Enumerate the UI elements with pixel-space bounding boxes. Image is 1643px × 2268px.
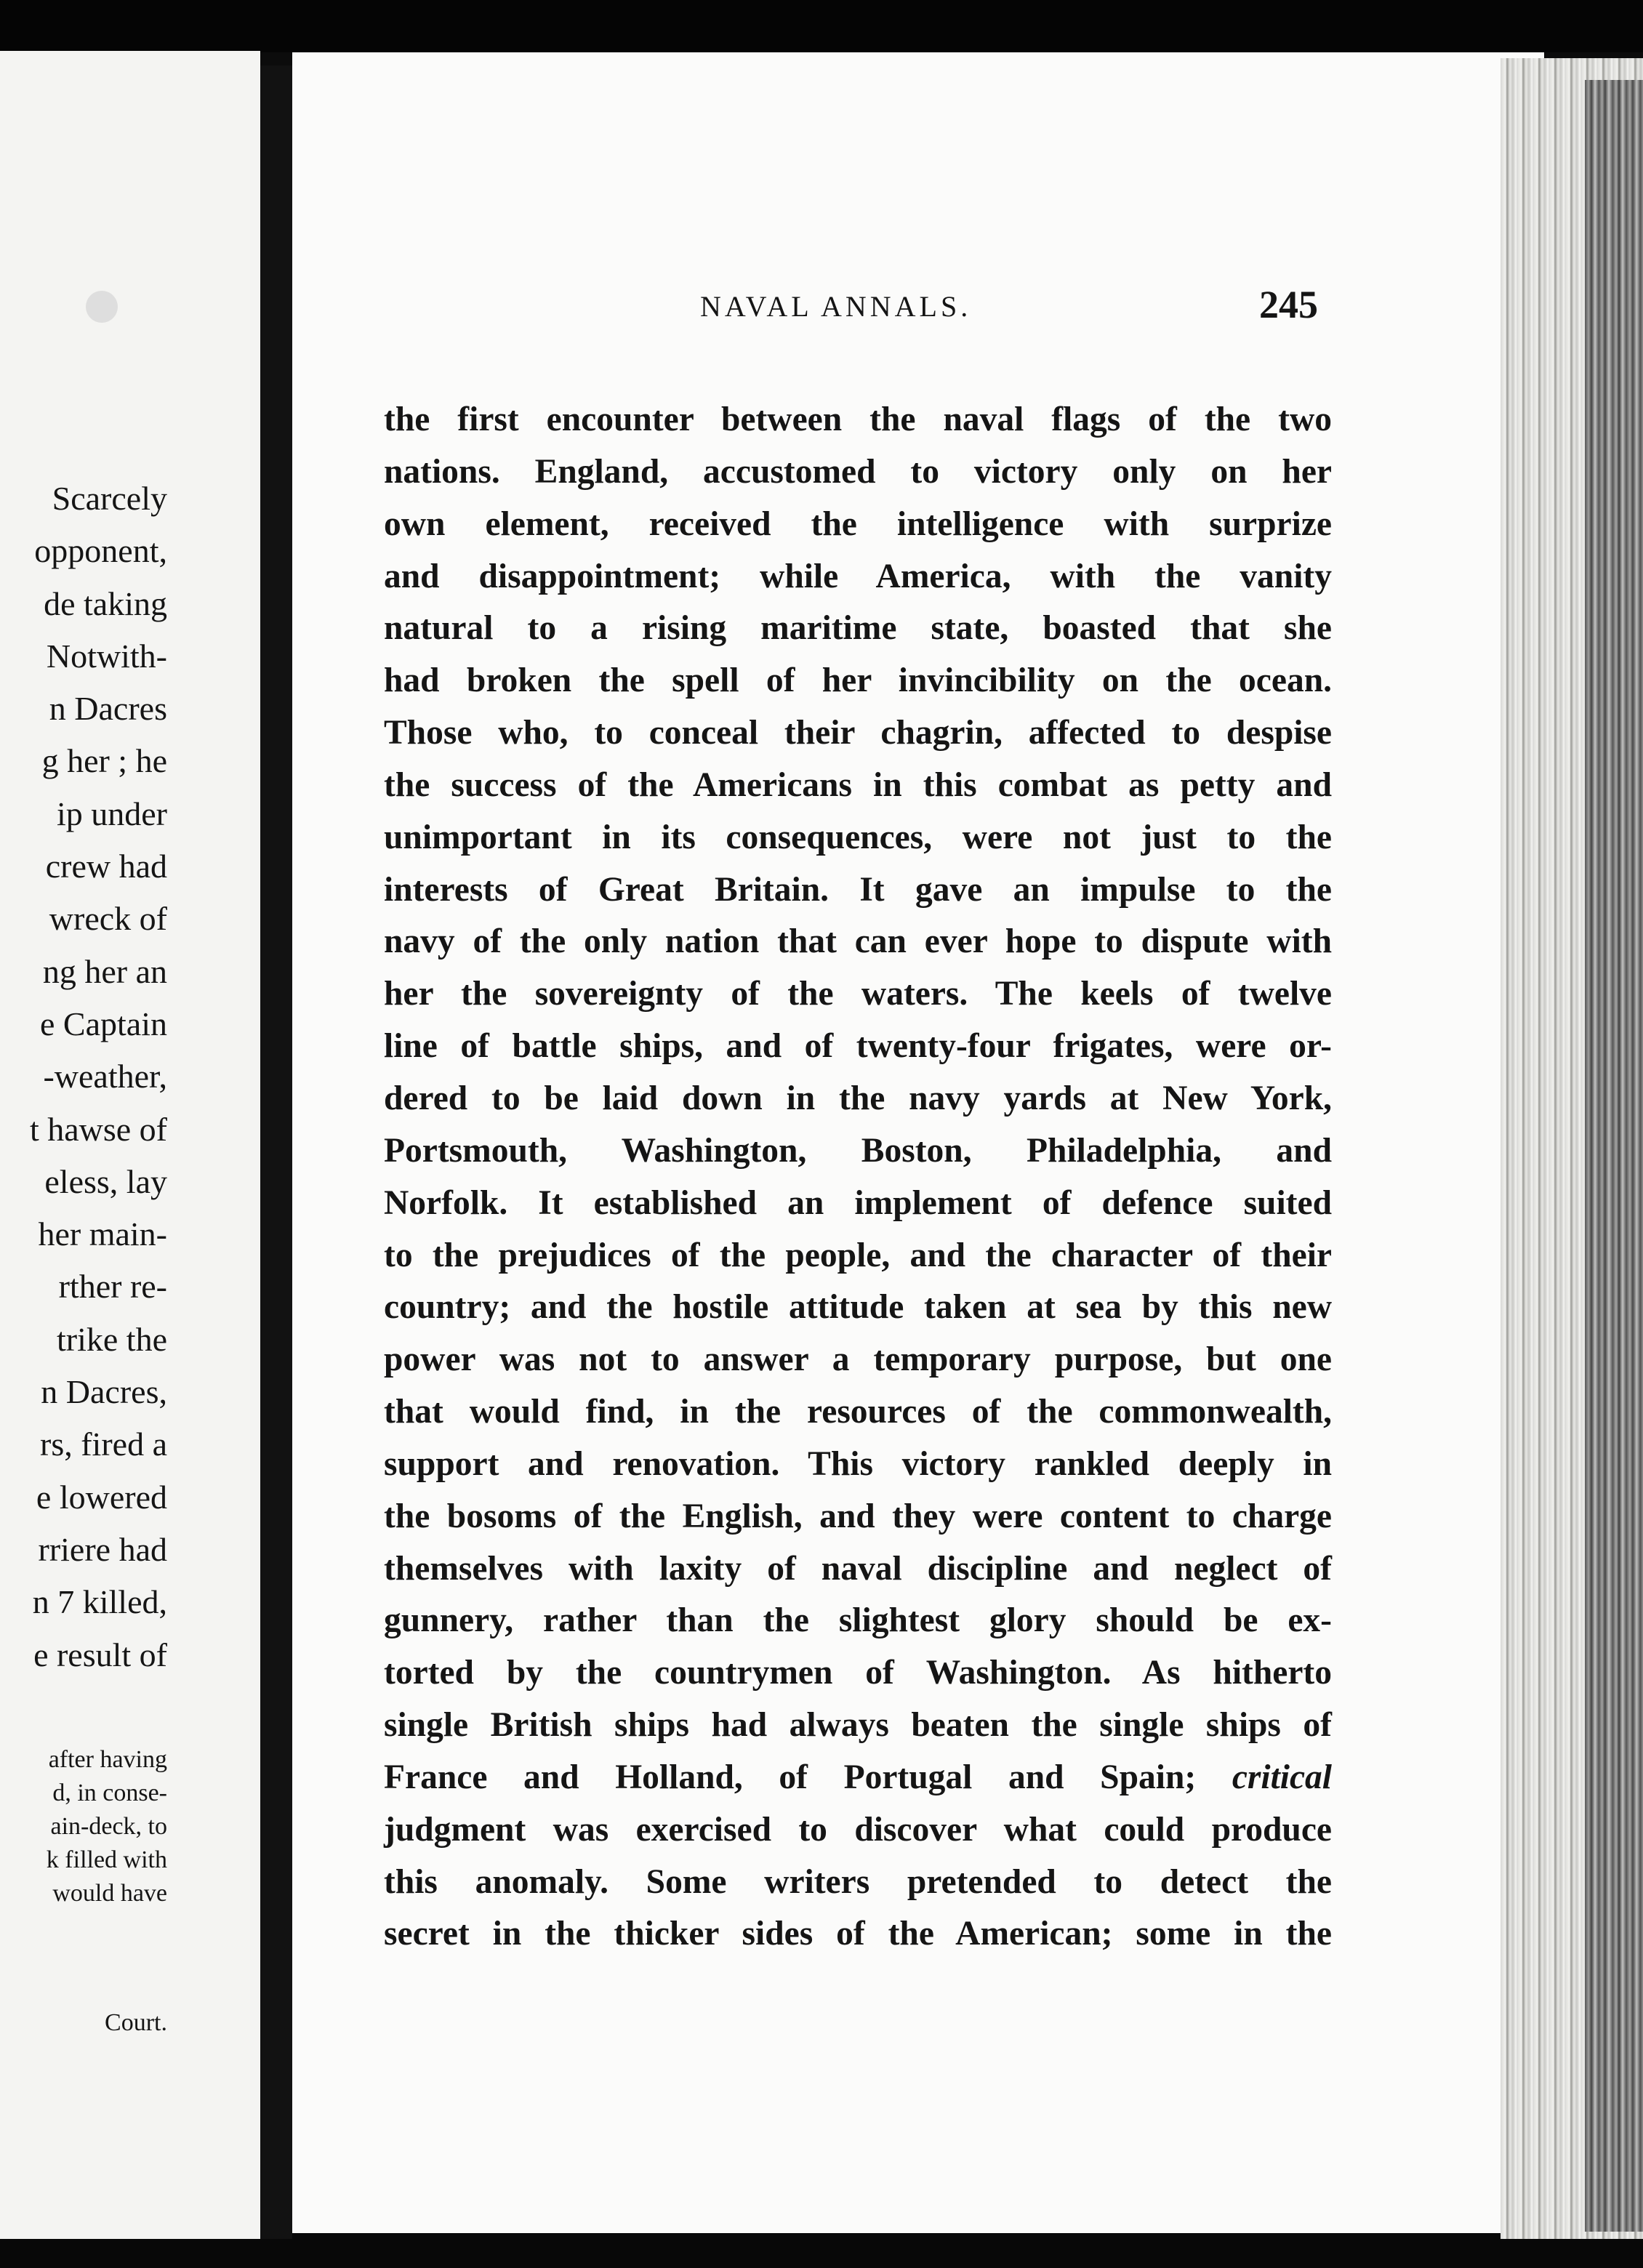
left-page-line: -weather,: [43, 1058, 167, 1095]
left-page-line: e lowered: [36, 1478, 167, 1516]
body-line: single British ships had always beaten the single ships of: [384, 1706, 1332, 1745]
left-page-line: rther re-: [58, 1268, 167, 1306]
left-page-line: rs, fired a: [40, 1425, 167, 1463]
body-line: Norfolk. It established an implement of defence suited: [384, 1183, 1332, 1222]
left-page-line: n Dacres,: [41, 1373, 167, 1411]
body-line: navy of the only nation that can ever hope to dispute with: [384, 922, 1332, 961]
body-line: dered to be laid down in the navy yards at New York,: [384, 1079, 1332, 1117]
left-page-line: g her ; he: [41, 742, 167, 780]
left-page-line: n Dacres: [49, 690, 167, 728]
left-page-line: ip under: [56, 795, 167, 832]
left-page-note-line: would have: [52, 1880, 167, 1907]
body-text: [384, 394, 1332, 1961]
left-page-line: her main-: [38, 1215, 167, 1253]
body-line: this anomaly. Some writers pretended to detect the: [384, 1862, 1332, 1901]
body-line: the first encounter between the naval flags of the two: [384, 401, 1332, 438]
book-gutter: [260, 65, 292, 2239]
left-page-fragment-court: Court.: [105, 2009, 167, 2036]
body-line: [384, 1752, 1332, 1804]
left-page-line: trike the: [57, 1320, 167, 1358]
body-line: line of battle ships, and of twenty-four frigates, were or-: [384, 1027, 1332, 1066]
body-line: power was not to answer a temporary purpose, but one: [384, 1340, 1332, 1379]
left-page-line: Notwith-: [46, 637, 167, 675]
scan-top-border: [0, 0, 1643, 52]
left-page: [0, 51, 260, 2239]
page-edges-shadow: [1585, 80, 1643, 2232]
left-page-line: e Captain: [40, 1005, 167, 1042]
left-page-note-line: d, in conse-: [52, 1780, 167, 1806]
left-page-note-line: k filled with: [46, 1846, 167, 1873]
left-page-line: eless, lay: [44, 1162, 167, 1200]
body-line: judgment was exercised to discover what could produce: [384, 1810, 1332, 1849]
body-line: themselves with laxity of naval discipline and neglect of: [384, 1549, 1332, 1588]
left-page-line: n 7 killed,: [32, 1583, 167, 1621]
body-line: natural to a rising maritime state, boasted that she: [384, 609, 1332, 648]
left-page-line: ng her an: [42, 952, 167, 990]
body-line: Those who, to conceal their chagrin, affected to despise: [384, 714, 1332, 752]
left-page-note-line: ain-deck, to: [50, 1813, 167, 1840]
body-line: secret in the thicker sides of the American; some in the: [384, 1915, 1332, 1953]
left-page-line: crew had: [45, 848, 167, 885]
body-line: gunnery, rather than the slightest glory should be ex-: [384, 1601, 1332, 1640]
left-page-main-text: [0, 472, 167, 1681]
page-number: 245: [1259, 283, 1318, 326]
body-line: Portsmouth, Washington, Boston, Philadelphia, and: [384, 1131, 1332, 1170]
body-line: unimportant in its consequences, were not just to the: [384, 818, 1332, 856]
left-page-line: opponent,: [34, 532, 167, 570]
left-page-footnotes: [0, 1743, 167, 1910]
body-line: country; and the hostile attitude taken at sea by this new: [384, 1288, 1332, 1327]
body-line: the success of the Americans in this combat as petty and: [384, 765, 1332, 804]
italic-word: critical: [1232, 1758, 1333, 1796]
body-line: nations. England, accustomed to victory only on her: [384, 452, 1332, 491]
body-line: her the sovereignty of the waters. The keels of twelve: [384, 975, 1332, 1013]
page-smudge: [86, 291, 118, 323]
left-page-line: de taking: [44, 584, 167, 622]
body-line: support and renovation. This victory rankled deeply in: [384, 1444, 1332, 1483]
body-line: had broken the spell of her invincibility on the ocean.: [384, 662, 1332, 700]
left-page-line: wreck of: [49, 900, 167, 938]
body-line-text: France and Holland, of Portugal and Spain;: [384, 1758, 1197, 1796]
body-line: torted by the countrymen of Washington. As hitherto: [384, 1654, 1332, 1692]
left-page-line: Scarcely: [52, 480, 167, 517]
body-line: to the prejudices of the people, and the character of their: [384, 1236, 1332, 1274]
body-line: and disappointment; while America, with the vanity: [384, 557, 1332, 595]
body-line: own element, received the intelligence with surprize: [384, 504, 1332, 543]
body-line: that would find, in the resources of the commonwealth,: [384, 1393, 1332, 1431]
body-line: interests of Great Britain. It gave an impulse to the: [384, 870, 1332, 909]
left-page-line: e result of: [33, 1636, 167, 1673]
left-page-line: rriere had: [38, 1530, 167, 1568]
running-title: NAVAL ANNALS.: [700, 290, 972, 323]
body-line: the bosoms of the English, and they were content to charge: [384, 1497, 1332, 1535]
left-page-line: t hawse of: [29, 1110, 167, 1148]
left-page-note-line: after having: [48, 1746, 167, 1773]
